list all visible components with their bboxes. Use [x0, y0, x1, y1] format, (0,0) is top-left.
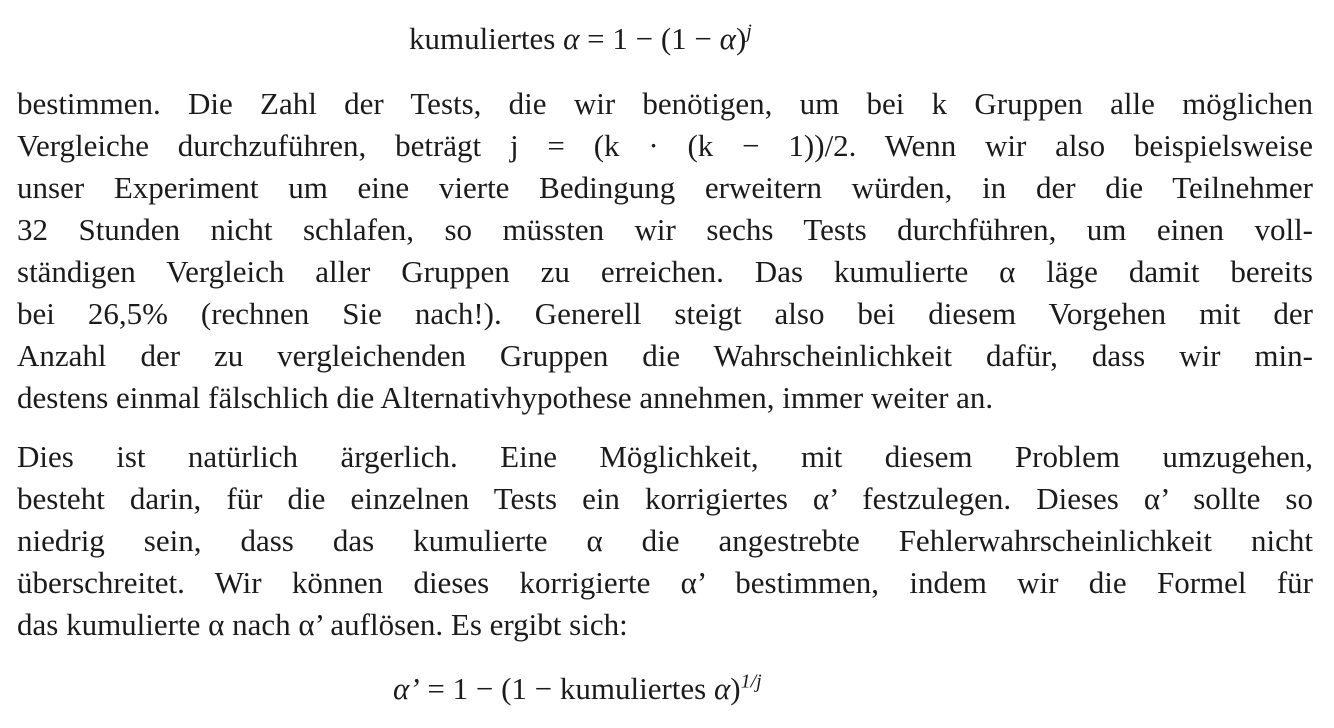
- cumulative-alpha-formula: [409, 21, 752, 57]
- text-line: Anzahl der zu vergleichenden Gruppen die Wahrscheinlichkeit dafür, dass wir min-: [17, 338, 1313, 373]
- alpha-symbol: α: [563, 21, 580, 56]
- corrected-alpha-formula: [393, 671, 762, 707]
- text-line: bei 26,5% (rechnen Sie nach!). Generell steigt also bei diesem Vorgehen mit der: [17, 296, 1313, 331]
- alpha-prime-symbol: α’: [393, 671, 420, 706]
- formula-exponent: j: [746, 20, 752, 43]
- text-line: unser Experiment um eine vierte Bedingung erweitern würden, in der die Teilnehmer: [17, 170, 1313, 205]
- text-line: besteht darin, für die einzelnen Tests ein korrigiertes α’ festzulegen. Dieses α’ sollte so: [17, 481, 1313, 516]
- alpha-symbol: α: [719, 21, 736, 56]
- formula-text: ): [730, 671, 741, 706]
- text-line: niedrig sein, dass das kumulierte α die angestrebte Fehlerwahrscheinlichkeit nicht: [17, 523, 1313, 558]
- text-line: destens einmal fälschlich die Alternativhypothese annehmen, immer weiter an.: [17, 380, 994, 415]
- formula-exponent: 1/j: [740, 670, 762, 693]
- text-line: das kumulierte α nach α’ auflösen. Es ergibt sich:: [17, 607, 628, 642]
- alpha-symbol: α: [714, 671, 731, 706]
- text-line: Vergleiche durchzuführen, beträgt j = (k · (k − 1))/2. Wenn wir also beispielsweise: [17, 128, 1313, 163]
- text-line: ständigen Vergleich aller Gruppen zu erreichen. Das kumulierte α läge damit bereits: [17, 254, 1313, 289]
- text-line: bestimmen. Die Zahl der Tests, die wir benötigen, um bei k Gruppen alle möglichen: [17, 86, 1313, 121]
- paragraph-tests-count: [17, 83, 1313, 419]
- formula-text: = 1 − (1 −: [579, 21, 720, 56]
- formula-text: = 1 − (1 − kumuliertes: [419, 671, 714, 706]
- text-line: 32 Stunden nicht schlafen, so müssten wir sechs Tests durchführen, um einen voll-: [17, 212, 1313, 247]
- paragraph-corrected-alpha: [17, 436, 1313, 646]
- formula-text: kumuliertes: [409, 21, 564, 56]
- formula-text: ): [735, 21, 747, 56]
- text-line: Dies ist natürlich ärgerlich. Eine Möglichkeit, mit diesem Problem umzugehen,: [17, 439, 1313, 474]
- text-line: überschreitet. Wir können dieses korrigierte α’ bestimmen, indem wir die Formel für: [17, 565, 1313, 600]
